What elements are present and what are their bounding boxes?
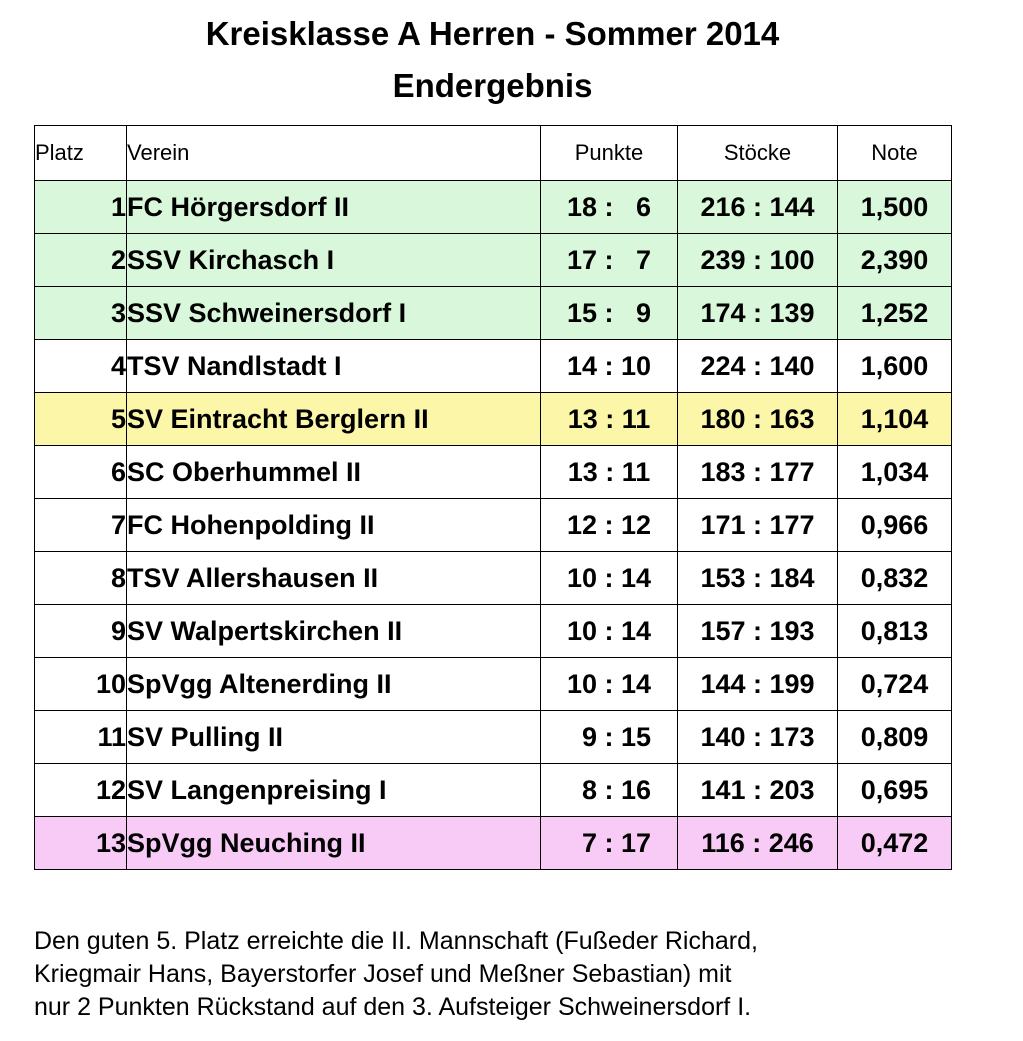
table-row [35,393,952,446]
cell-note: 1,600 [838,340,952,393]
cell-note: 0,813 [838,605,952,658]
table-row [35,817,952,870]
cell-note: 1,252 [838,287,952,340]
cell-stoecke: 144 : 199 [678,658,838,711]
cell-platz: 1 [35,181,127,234]
table-row [35,552,952,605]
cell-stoecke: 140 : 173 [678,711,838,764]
footer-line: Kriegmair Hans, Bayerstorfer Josef und Meßner Sebastian) mit [34,960,732,988]
table-header-row [35,126,952,181]
cell-punkte: 17 : 7 [541,234,678,287]
cell-stoecke: 116 : 246 [678,817,838,870]
cell-stoecke: 157 : 193 [678,605,838,658]
footer-text [34,925,994,1024]
cell-note: 2,390 [838,234,952,287]
cell-stoecke: 216 : 144 [678,181,838,234]
header-platz: Platz [35,126,127,181]
cell-punkte: 10 : 14 [541,605,678,658]
cell-verein: SV Langenpreising I [127,764,541,817]
table-row [35,181,952,234]
cell-punkte: 18 : 6 [541,181,678,234]
cell-verein: SSV Schweinersdorf I [127,287,541,340]
cell-platz: 10 [35,658,127,711]
cell-stoecke: 141 : 203 [678,764,838,817]
cell-note: 1,104 [838,393,952,446]
cell-platz: 12 [35,764,127,817]
cell-note: 0,809 [838,711,952,764]
cell-stoecke: 183 : 177 [678,446,838,499]
cell-note: 0,832 [838,552,952,605]
footer-line: Den guten 5. Platz erreichte die II. Mannschaft (Fußeder Richard, [34,927,758,955]
cell-verein: SV Eintracht Berglern II [127,393,541,446]
cell-verein: TSV Allershausen II [127,552,541,605]
cell-platz: 8 [35,552,127,605]
cell-platz: 6 [35,446,127,499]
cell-stoecke: 171 : 177 [678,499,838,552]
table-row [35,764,952,817]
table-row [35,287,952,340]
page-title: Kreisklasse A Herren - Sommer 2014 [205,15,780,52]
table-row [35,658,952,711]
cell-platz: 11 [35,711,127,764]
cell-verein: SpVgg Neuching II [127,817,541,870]
cell-stoecke: 180 : 163 [678,393,838,446]
cell-platz: 13 [35,817,127,870]
cell-platz: 2 [35,234,127,287]
cell-note: 0,724 [838,658,952,711]
cell-note: 1,500 [838,181,952,234]
table-row [35,340,952,393]
cell-platz: 4 [35,340,127,393]
cell-note: 1,034 [838,446,952,499]
cell-punkte: 10 : 14 [541,552,678,605]
cell-note: 0,695 [838,764,952,817]
cell-platz: 9 [35,605,127,658]
cell-verein: FC Hohenpolding II [127,499,541,552]
cell-stoecke: 224 : 140 [678,340,838,393]
table-row [35,711,952,764]
cell-punkte: 9 : 15 [541,711,678,764]
cell-punkte: 13 : 11 [541,393,678,446]
cell-punkte: 12 : 12 [541,499,678,552]
table-row [35,446,952,499]
cell-verein: SC Oberhummel II [127,446,541,499]
cell-verein: TSV Nandlstadt I [127,340,541,393]
cell-verein: FC Hörgersdorf II [127,181,541,234]
table-row [35,499,952,552]
cell-punkte: 10 : 14 [541,658,678,711]
header-verein: Verein [127,126,541,181]
cell-platz: 7 [35,499,127,552]
cell-punkte: 15 : 9 [541,287,678,340]
cell-note: 0,966 [838,499,952,552]
cell-verein: SpVgg Altenerding II [127,658,541,711]
cell-punkte: 14 : 10 [541,340,678,393]
cell-stoecke: 153 : 184 [678,552,838,605]
page-subtitle: Endergebnis [392,67,593,104]
cell-punkte: 8 : 16 [541,764,678,817]
cell-platz: 5 [35,393,127,446]
cell-platz: 3 [35,287,127,340]
cell-punkte: 7 : 17 [541,817,678,870]
cell-stoecke: 239 : 100 [678,234,838,287]
table-row [35,234,952,287]
cell-stoecke: 174 : 139 [678,287,838,340]
cell-verein: SV Walpertskirchen II [127,605,541,658]
table-row [35,605,952,658]
header-note: Note [838,126,952,181]
footer-line: nur 2 Punkten Rückstand auf den 3. Aufsteiger Schweinersdorf I. [34,993,752,1021]
header-punkte: Punkte [541,126,678,181]
cell-verein: SV Pulling II [127,711,541,764]
cell-note: 0,472 [838,817,952,870]
header-stoecke: Stöcke [678,126,838,181]
results-table [34,125,952,870]
cell-punkte: 13 : 11 [541,446,678,499]
cell-verein: SSV Kirchasch I [127,234,541,287]
